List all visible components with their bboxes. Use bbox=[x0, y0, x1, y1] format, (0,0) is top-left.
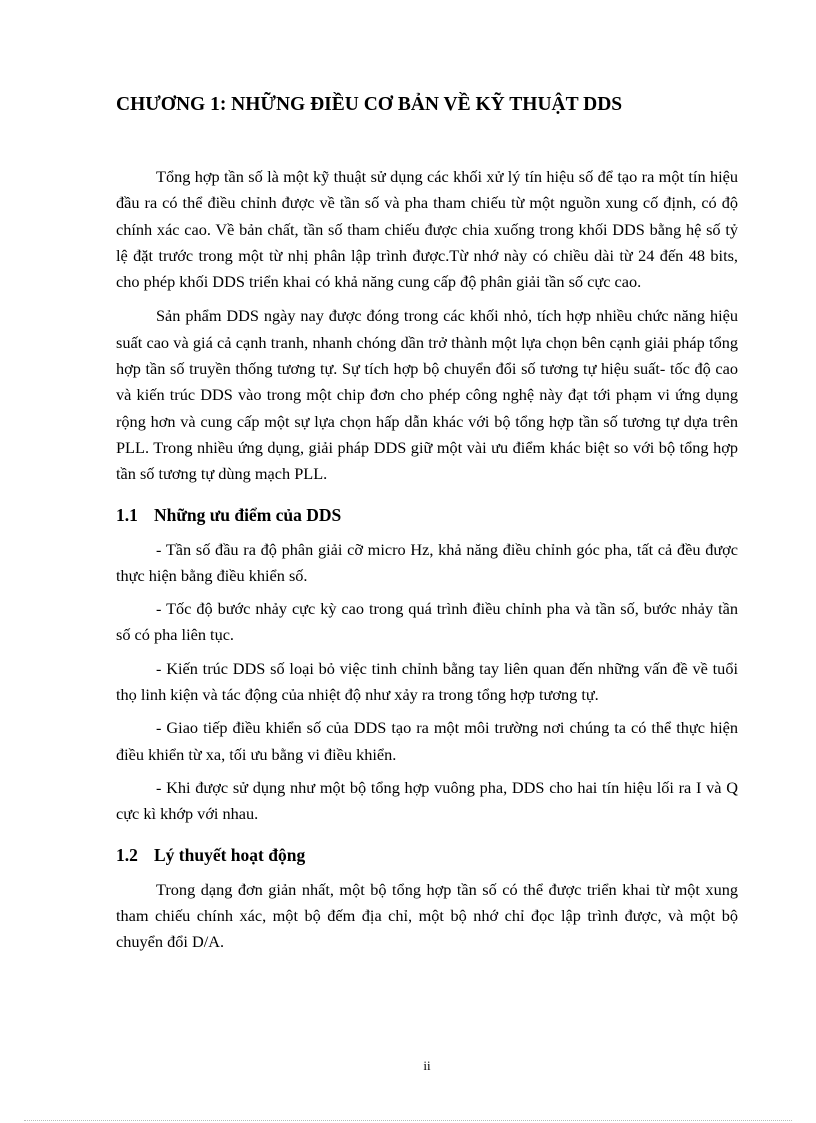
intro-paragraph: Sản phẩm DDS ngày nay được đóng trong các khối nhỏ, tích hợp nhiều chức năng hiệu suất cao và giá cả cạnh tranh, nhanh chóng dần trở thành một lựa chọn bên cạnh giải pháp tổng hợp tần số truyền thống tương tự. Sự tích hợp bộ chuyển đổi số tương tự hiệu suất- tốc độ cao và kiến trúc DDS vào trong một chip đơn cho phép công nghệ này đạt tới phạm vi ứng dụng rộng hơn và cung cấp một sự lựa chọn hấp dẫn khác với bộ tổng hợp tần số tương tự dựa trên PLL. Trong nhiều ứng dụng, giải pháp DDS giữ một vài ưu điểm khác biệt so với bộ tổng hợp tần số tương tự dùng mạch PLL. bbox=[116, 306, 738, 484]
section-number: 1.2 bbox=[116, 844, 138, 865]
intro-paragraph: Tổng hợp tần số là một kỹ thuật sử dụng các khối xử lý tín hiệu số để tạo ra một tín hiệu đầu ra có thể điều chỉnh được về tần số và pha tham chiếu từ một nguồn xung cố định, có độ chính xác cao. Về bản chất, tần số tham chiếu được chia xuống trong khối DDS bằng hệ số tỷ lệ đặt trước trong một từ nhị phân lập trình được.Từ nhớ này có chiều dài từ 24 đến 48 bits, cho phép khối DDS triển khai có khả năng cung cấp độ phân giải tần số cực cao. bbox=[116, 167, 738, 292]
advantage-item: - Tần số đầu ra độ phân giải cỡ micro Hz, khả năng điều chỉnh góc pha, tất cả đều được thực hiện bằng điều khiển số. bbox=[116, 539, 738, 585]
chapter-title: CHƯƠNG 1: NHỮNG ĐIỀU CƠ BẢN VỀ KỸ THUẬT DDS bbox=[116, 94, 623, 115]
advantage-item: - Kiến trúc DDS số loại bỏ việc tinh chỉnh bằng tay liên quan đến những vấn đề về tuổi thọ linh kiện và tác động của nhiệt độ như xảy ra trong tổng hợp tương tự. bbox=[116, 658, 738, 705]
advantage-item: - Tốc độ bước nhảy cực kỳ cao trong quá trình điều chỉnh pha và tần số, bước nhảy tần số có pha liên tục. bbox=[116, 599, 738, 645]
advantage-item: - Khi được sử dụng như một bộ tổng hợp vuông pha, DDS cho hai tín hiệu lối ra I và Q cực kì khớp với nhau. bbox=[116, 777, 738, 824]
theory-paragraph: Trong dạng đơn giản nhất, một bộ tổng hợp tần số có thể được triển khai từ một xung tham chiếu chính xác, một bộ đếm địa chỉ, một bộ nhớ chỉ đọc lập trình được, và một bộ chuyển đổi D/A. bbox=[116, 879, 738, 952]
advantage-item: - Giao tiếp điều khiển số của DDS tạo ra một môi trường nơi chúng ta có thể thực hiện điều khiển từ xa, tối ưu bằng vi điều khiển. bbox=[116, 718, 738, 764]
section-heading-advantages bbox=[116, 502, 738, 528]
page-bottom-divider bbox=[24, 1120, 792, 1121]
section-title: Lý thuyết hoạt động bbox=[154, 844, 306, 865]
page-number: ii bbox=[423, 1058, 431, 1073]
section-number: 1.1 bbox=[116, 504, 138, 525]
section-heading-theory bbox=[116, 842, 738, 868]
section-title: Những ưu điểm của DDS bbox=[154, 504, 342, 525]
document-body bbox=[116, 164, 738, 963]
